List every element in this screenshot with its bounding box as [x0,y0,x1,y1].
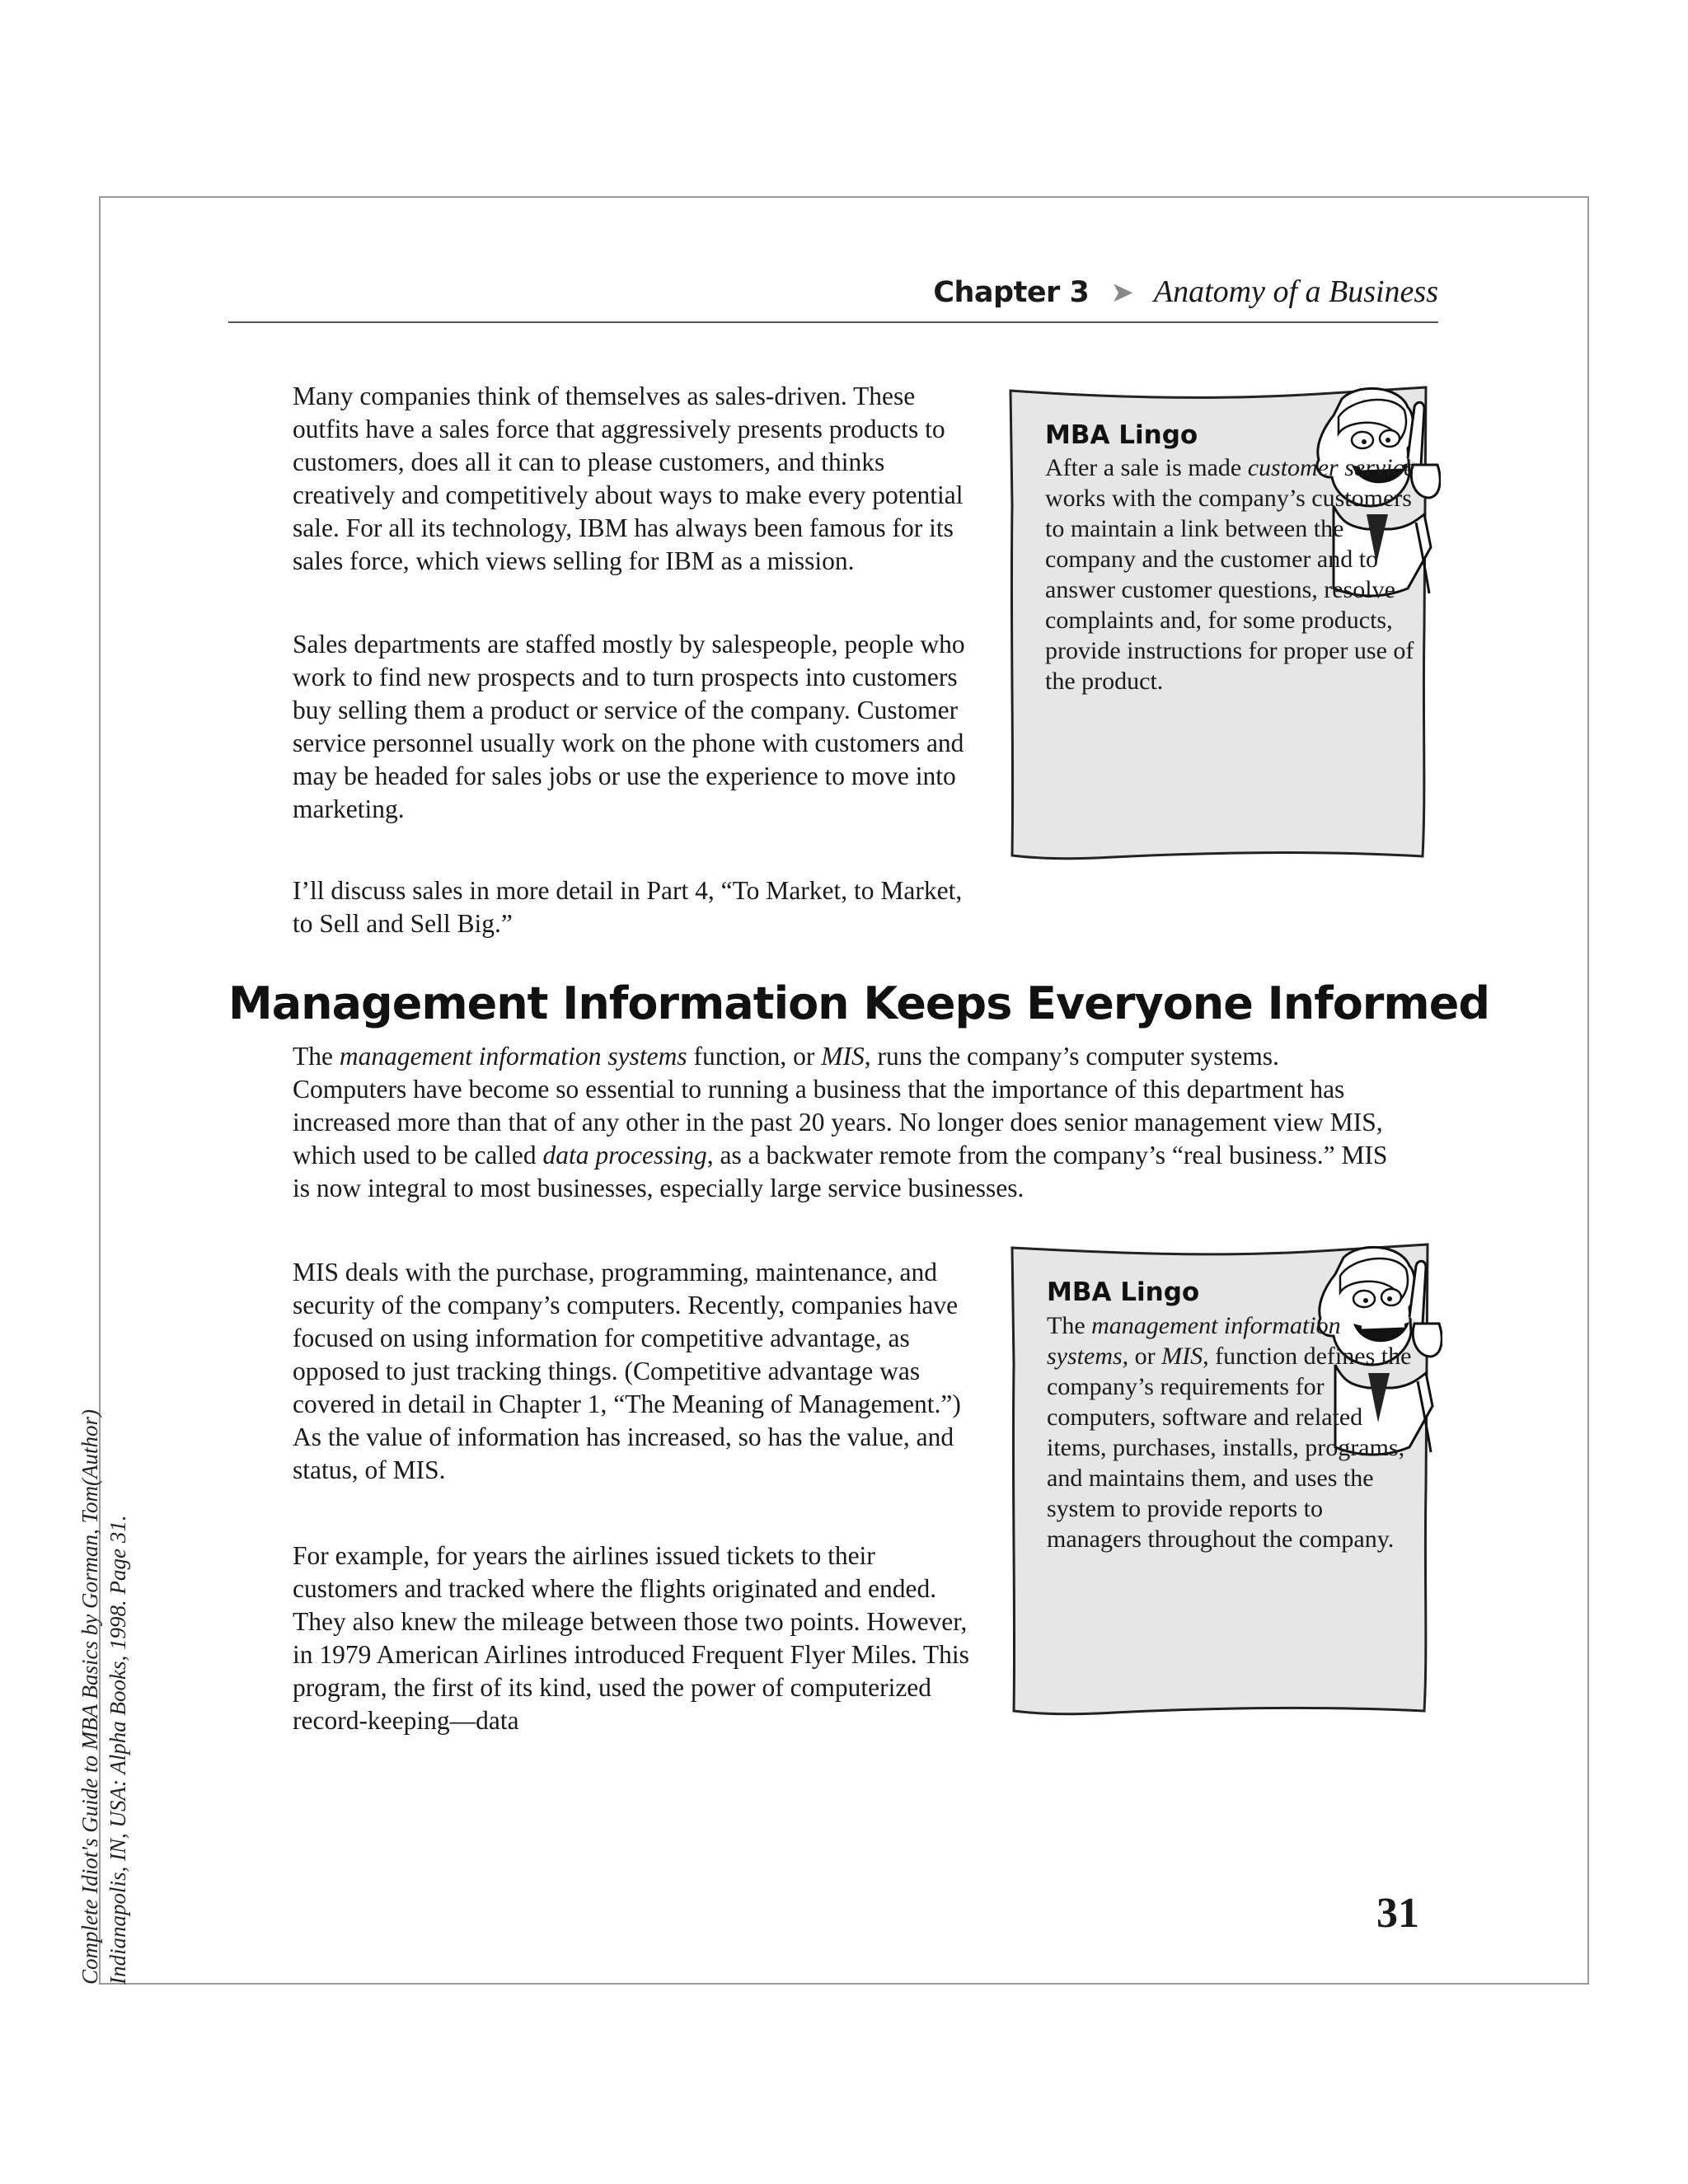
term-emphasis: customer service [1247,454,1415,481]
term-emphasis: data processing [542,1141,707,1169]
sidebar-text [1047,1310,1418,1554]
paragraph [293,1540,977,1737]
citation-line: Complete Idiot's Guide to MBA Basics by Gorman, Tom(Author) [77,1409,102,1985]
chapter-label: Chapter 3 [933,276,1090,309]
paragraph-text: Many companies think of themselves as sales-driven. These outfits have a sales force that aggressively presents products to customers, does all it can to please customers, and thinks creatively and competitively about ways to make every potential sale. For all its technology, IBM has always been famous for its sales force, which views selling for IBM as a mission. [293,382,964,575]
page-number: 31 [1376,1890,1419,1937]
text-run: function defines the company’s requirements for computers, software and related items, purchases, installs, programs, and maintains them, and uses the system to provide reports to managers throughout the company. [1047,1343,1412,1553]
paragraph [293,380,977,578]
paragraph [293,874,977,940]
sidebar-text [1045,452,1416,696]
term-emphasis: management information systems, [1047,1312,1341,1370]
text-run: After a sale is made [1045,454,1248,481]
arrowhead-icon: ➤ [1110,276,1134,309]
text-run: The [1047,1312,1092,1339]
sidebar-title: MBA Lingo [1045,420,1198,450]
text-run: function, or [687,1042,822,1071]
mba-lingo-sidebar [1006,382,1431,863]
paragraph-text: I’ll discuss sales in more detail in Part 4, “To Market, to Market, to Sell and Sell Big.” [293,876,963,938]
paragraph-text: MIS deals with the purchase, programming, maintenance, and security of the company’s computers. Recently, companies have focused on using information for competitive advantage, as opposed to just tracking things. (Competitive advantage was covered in detail in Chapter 1, “The Meaning of Management.”) As the value of information has increased, so has the value, and status, of MIS. [293,1258,961,1484]
text-run: , as a backwater remote from the company’s “real business.” MIS is now integral to most businesses, especially large service businesses. [293,1141,1388,1202]
running-head [228,265,1438,323]
section-heading: Management Information Keeps Everyone Informed [228,977,1489,1029]
text-run: The [293,1042,340,1071]
chapter-title: Anatomy of a Business [1153,274,1438,309]
term-emphasis: MIS, [1161,1343,1209,1370]
term-emphasis: MIS [821,1042,865,1071]
citation-footnote [76,1409,132,1985]
term-emphasis: management information systems [339,1042,687,1071]
paragraph-text: For example, for years the airlines issued tickets to their customers and tracked where the flights originated and ended. They also knew the mileage between those two points. However, in 1979 American Airlines introduced Frequent Flyer Miles. This program, the first of its kind, used the power of computerized record-keeping—data [293,1541,969,1735]
text-run: , runs the company’s computer systems. Computers have become so essential to running a business that the importance of this department has increased more than that of any other in the past 20 years. No longer does senior management view MIS, which used to be called [293,1042,1383,1169]
sidebar-title: MBA Lingo [1047,1277,1200,1307]
text-run: or [1128,1343,1162,1370]
mba-lingo-sidebar [1007,1241,1432,1718]
paragraph-text: Sales departments are staffed mostly by salespeople, people who work to find new prospects and to turn prospects into customers buy selling them a product or service of the company. Customer service personnel usually work on the phone with customers and may be headed for sales jobs or use the experience to move into marketing. [293,630,965,823]
paragraph [293,1256,977,1487]
paragraph [293,628,977,826]
text-run: works with the company’s customers to maintain a link between the company and the customer and to answer customer questions, resolve complaints and, for some products, provide instructions for proper use of the product. [1045,485,1414,695]
paragraph [293,1040,1397,1205]
citation-line: Indianapolis, IN, USA: Alpha Books, 1998. Page 31. [106,1515,130,1985]
